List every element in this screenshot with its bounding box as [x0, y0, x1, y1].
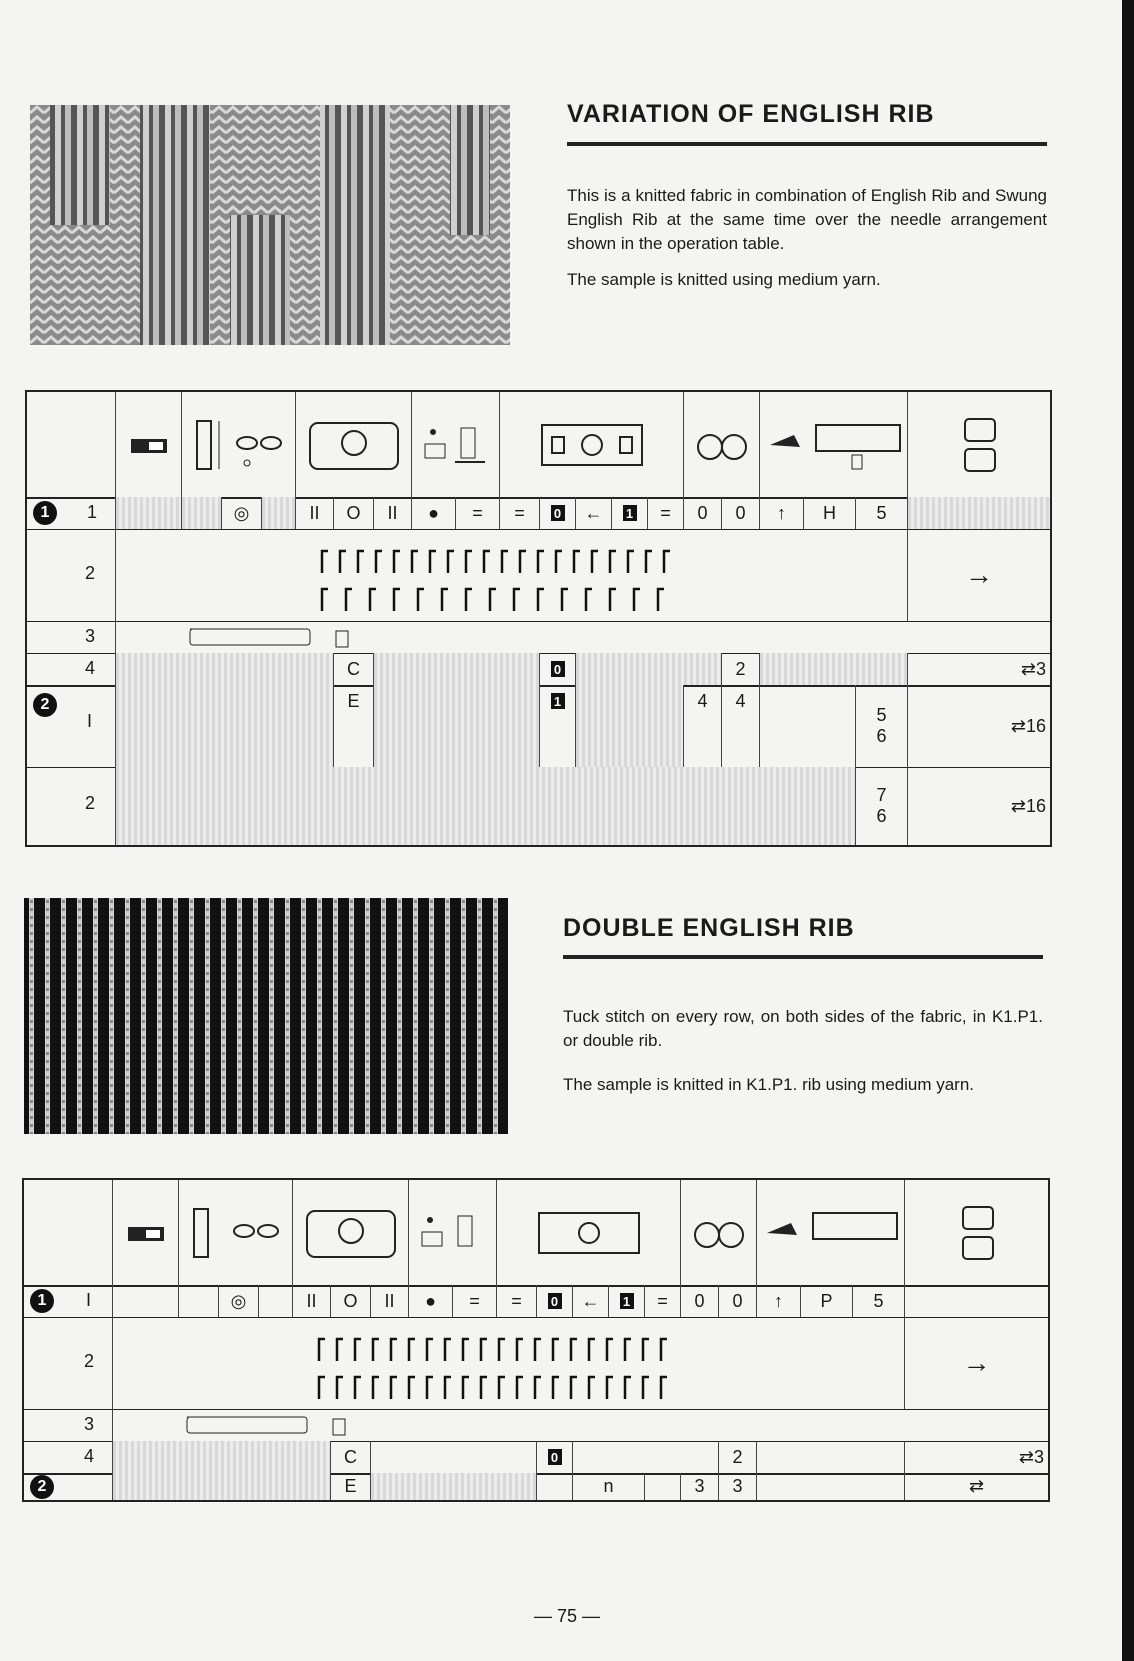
carriage-direction-icon [949, 415, 1009, 475]
pass-count: 16 [1025, 795, 1046, 816]
cell-value: 5 [852, 1285, 904, 1317]
table-row [27, 621, 1050, 654]
cell-box: 0 [536, 1285, 572, 1317]
description [567, 184, 1047, 304]
row-number: 4 [84, 1446, 95, 1466]
cell-value: E [333, 685, 373, 767]
cell-value: ◎ [218, 1285, 258, 1317]
row-number: 1 [87, 502, 98, 522]
cell-value: 0 [680, 1285, 718, 1317]
cell-value: C [333, 653, 373, 685]
cell-value: 4 [683, 685, 721, 767]
carriage-passes: ⇄ [904, 1473, 1048, 1500]
header-col [181, 392, 295, 497]
description-paragraph: This is a knitted fabric in combination of English Rib and Swung English Rib at the same time over the needle arrangement shown in the operation table. [567, 186, 1047, 253]
ribber-icon [301, 1203, 401, 1263]
table-row [24, 1317, 1048, 1410]
cell-value: ● [411, 497, 455, 529]
direction-arrow: → [907, 529, 1050, 621]
empty-cell [178, 1285, 218, 1317]
empty-cell [759, 685, 855, 767]
step-marker: 1 [30, 1289, 54, 1313]
cell-value: II [370, 1285, 408, 1317]
operation-table-1 [25, 390, 1052, 847]
table-row [27, 767, 1050, 845]
box-value: 1 [551, 693, 565, 709]
pass-count: 3 [1033, 1446, 1044, 1467]
cell-value: ● [408, 1285, 452, 1317]
cell-value: 2 [721, 653, 759, 685]
cell-value: II [292, 1285, 330, 1317]
comb-icon [186, 623, 366, 651]
empty-cell [112, 1285, 178, 1317]
cell-box [536, 1441, 572, 1473]
header-col [759, 392, 907, 497]
row-number: 4 [85, 658, 96, 678]
carriage-passes: ⇄ 16 [907, 685, 1050, 767]
row-number: 3 [84, 1414, 95, 1434]
row-number: 2 [85, 793, 96, 813]
header-col [408, 1180, 496, 1285]
stitch-dial-icon [186, 1203, 286, 1263]
header-col [292, 1180, 408, 1285]
cell-value: II [295, 497, 333, 529]
table-row [27, 497, 1050, 530]
cell-value: H [803, 497, 855, 529]
tuck-selector-icon [421, 420, 491, 470]
empty-cell [907, 497, 1050, 529]
empty-cell [373, 685, 539, 767]
description-paragraph: The sample is knitted using medium yarn. [567, 270, 881, 289]
empty-cell [572, 1441, 718, 1473]
section-title: DOUBLE ENGLISH RIB [563, 914, 855, 942]
cell-box: 0 [539, 497, 575, 529]
empty-cell [370, 1441, 536, 1473]
row-number: 2 [85, 563, 96, 583]
row-number: I [86, 1290, 92, 1310]
title-underline [563, 955, 1043, 959]
header-col [680, 1180, 756, 1285]
cell-value: 0 [718, 1285, 756, 1317]
table-row [27, 685, 1050, 768]
carriage-direction-icon [947, 1203, 1007, 1263]
cell-value: ◎ [221, 497, 261, 529]
cell-value: n [572, 1473, 644, 1500]
comb-icon [183, 1411, 363, 1439]
header-col [683, 392, 759, 497]
table-row [24, 1285, 1048, 1318]
header-col [496, 1180, 680, 1285]
empty-cell [756, 1441, 904, 1473]
table-row [24, 1473, 1048, 1500]
carriage-passes: ⇄ 3 [907, 653, 1050, 685]
box-value: 0 [548, 1449, 562, 1465]
empty-cell [644, 1473, 680, 1500]
cell-value: 0 [683, 497, 721, 529]
carriage-col [855, 685, 907, 767]
cell-value: E [330, 1473, 370, 1500]
tension-dials-icon [692, 425, 752, 465]
carriage-value: 5 [876, 705, 887, 725]
pass-count: 16 [1025, 715, 1046, 736]
empty-cell [112, 1441, 330, 1473]
cell-value: 3 [718, 1473, 756, 1500]
table-row [24, 1409, 1048, 1442]
header-col [499, 392, 683, 497]
cell-value: ↑ [756, 1285, 800, 1317]
cam-lever-icon [126, 1223, 166, 1243]
empty-cell [575, 653, 721, 685]
cell-value: = [499, 497, 539, 529]
fabric-photo-double-rib [24, 898, 508, 1134]
weights-icon [761, 1203, 901, 1263]
header-col [112, 1180, 178, 1285]
cam-lever-icon [129, 435, 169, 455]
needle-diagram [112, 1317, 904, 1409]
cell-value: = [452, 1285, 496, 1317]
section-title: VARIATION OF ENGLISH RIB [567, 100, 935, 128]
empty-cell [756, 1473, 904, 1500]
empty-cell [261, 497, 295, 529]
carriage-passes: ⇄ 3 [904, 1441, 1048, 1473]
cell-box [539, 653, 575, 685]
table-row [24, 1441, 1048, 1475]
stitch-dial-icon [189, 415, 289, 475]
cell-value: 3 [680, 1473, 718, 1500]
empty-cell [536, 1473, 572, 1500]
carriage-col [855, 767, 907, 845]
empty-cell [115, 767, 855, 845]
description-paragraph: Tuck stitch on every row, on both sides of the fabric, in K1.P1. or double rib. [563, 1007, 1043, 1050]
tension-dials-icon [689, 1213, 749, 1253]
cell-value: = [644, 1285, 680, 1317]
row-number: 2 [84, 1351, 95, 1371]
table-row [27, 653, 1050, 687]
cell-box: 1 [608, 1285, 644, 1317]
table-header [27, 392, 1050, 499]
cell-value: 0 [721, 497, 759, 529]
fabric-photo-english-rib [30, 105, 510, 345]
empty-cell [115, 685, 333, 767]
cell-value: P [800, 1285, 852, 1317]
cell-value: ↑ [759, 497, 803, 529]
cell-value: O [333, 497, 373, 529]
empty-cell [258, 1285, 292, 1317]
header-col [115, 392, 181, 497]
step-marker: 1 [33, 501, 57, 525]
needle-diagram [115, 529, 907, 621]
empty-cell [115, 653, 333, 685]
cell-arrow: ← [572, 1285, 608, 1317]
step-marker: 2 [33, 693, 57, 717]
cell-arrow: ← [575, 497, 611, 529]
carriage-value: 6 [876, 726, 887, 746]
title-underline [567, 142, 1047, 146]
table-row [27, 529, 1050, 622]
pass-count: 3 [1035, 658, 1046, 679]
empty-cell [112, 1473, 330, 1500]
table-header [24, 1180, 1048, 1287]
cell-value: C [330, 1441, 370, 1473]
box-value: 0 [551, 661, 565, 677]
carriage-buttons-icon [522, 415, 662, 475]
cell-value: 2 [718, 1441, 756, 1473]
description [563, 1005, 1043, 1109]
comb-weight-diagram [115, 621, 1050, 653]
comb-weight-diagram [112, 1409, 1048, 1441]
stitch-diagram [299, 1323, 719, 1403]
empty-cell [181, 497, 221, 529]
header-col [907, 392, 1050, 497]
operation-table-2 [22, 1178, 1050, 1502]
header-col [295, 392, 411, 497]
cell-value: = [496, 1285, 536, 1317]
cell-box: 1 [611, 497, 647, 529]
step-marker: 2 [30, 1475, 54, 1499]
ribber-icon [304, 415, 404, 475]
empty-cell [759, 653, 907, 685]
empty-cell [373, 653, 539, 685]
weights-icon [764, 415, 904, 475]
stitch-diagram [302, 535, 722, 615]
header-col [411, 392, 499, 497]
empty-cell [115, 497, 181, 529]
cell-value: 4 [721, 685, 759, 767]
tuck-selector-icon [418, 1208, 488, 1258]
empty-cell [575, 685, 683, 767]
header-col [904, 1180, 1048, 1285]
empty-cell [370, 1473, 536, 1500]
cell-value: = [455, 497, 499, 529]
cell-value: O [330, 1285, 370, 1317]
cell-value: 5 [855, 497, 907, 529]
empty-cell [904, 1285, 1048, 1317]
header-col [756, 1180, 904, 1285]
cell-box [539, 685, 575, 767]
page-edge [1122, 0, 1134, 1661]
description-paragraph: The sample is knitted in K1.P1. rib using medium yarn. [563, 1075, 975, 1094]
carriage-buttons-icon [519, 1203, 659, 1263]
row-number: 3 [85, 626, 96, 646]
page-number: — 75 — [533, 1606, 601, 1626]
carriage-value: 6 [876, 806, 887, 826]
cell-value: = [647, 497, 683, 529]
header-col [178, 1180, 292, 1285]
carriage-passes: ⇄ 16 [907, 767, 1050, 845]
carriage-value: 7 [876, 785, 887, 805]
cell-value: II [373, 497, 411, 529]
direction-arrow: → [904, 1317, 1048, 1409]
row-number: I [87, 711, 93, 731]
